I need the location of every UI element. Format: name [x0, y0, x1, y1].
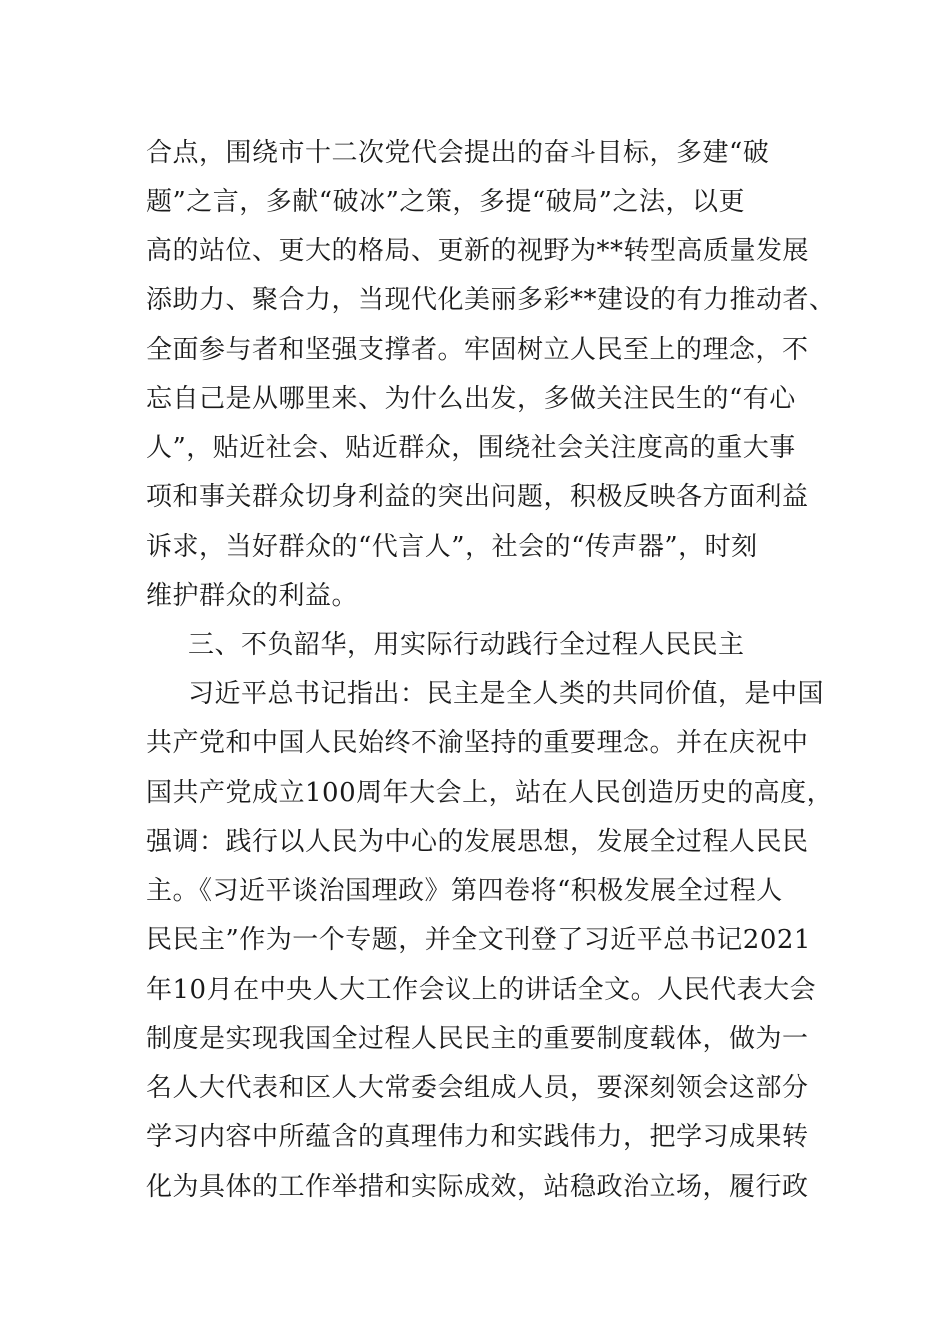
- text-line: 主。《习近平谈治国理政》第四卷将“积极发展全过程人: [146, 876, 783, 906]
- section-heading: 三、不负韶华，用实际行动践行全过程人民民主: [188, 630, 745, 660]
- text-line: 维护群众的利益。: [146, 581, 359, 611]
- text-line: 民民主”作为一个专题，并全文刊登了习近平总书记2021: [146, 925, 811, 955]
- text-line: 人”，贴近社会、贴近群众，围绕社会关注度高的重大事: [146, 433, 796, 463]
- text-line: 项和事关群众切身利益的突出问题，积极反映各方面利益: [146, 482, 809, 512]
- text-line: 全面参与者和坚强支撑者。牢固树立人民至上的理念，不: [146, 335, 809, 365]
- text-line: 添助力、聚合力，当现代化美丽多彩**建设的有力推动者、: [146, 285, 836, 315]
- text-line: 学习内容中所蕴含的真理伟力和实践伟力，把学习成果转: [146, 1122, 809, 1152]
- text-line: 化为具体的工作举措和实际成效，站稳政治立场，履行政: [146, 1172, 809, 1202]
- text-line: 高的站位、更大的格局、更新的视野为**转型高质量发展: [146, 236, 810, 266]
- text-line: 题”之言，多献“破冰”之策，多提“破局”之法，以更: [146, 187, 745, 217]
- text-line: 合点，围绕市十二次党代会提出的奋斗目标，多建“破: [146, 138, 770, 168]
- text-line: 名人大代表和区人大常委会组成人员，要深刻领会这部分: [146, 1073, 809, 1103]
- text-line: 诉求，当好群众的“代言人”，社会的“传声器”，时刻: [146, 532, 758, 562]
- text-line: 共产党和中国人民始终不渝坚持的重要理念。并在庆祝中: [146, 728, 809, 758]
- text-line: 强调：践行以人民为中心的发展思想，发展全过程人民民: [146, 827, 809, 857]
- text-line: 忘自己是从哪里来、为什么出发，多做关注民生的“有心: [146, 384, 796, 414]
- text-line: 国共产党成立100周年大会上，站在人民创造历史的高度，: [146, 778, 834, 808]
- text-line: 制度是实现我国全过程人民民主的重要制度载体，做为一: [146, 1024, 809, 1054]
- text-line: 年10月在中央人大工作会议上的讲话全文。人民代表大会: [146, 975, 817, 1005]
- text-line: 习近平总书记指出：民主是全人类的共同价值，是中国: [188, 679, 825, 709]
